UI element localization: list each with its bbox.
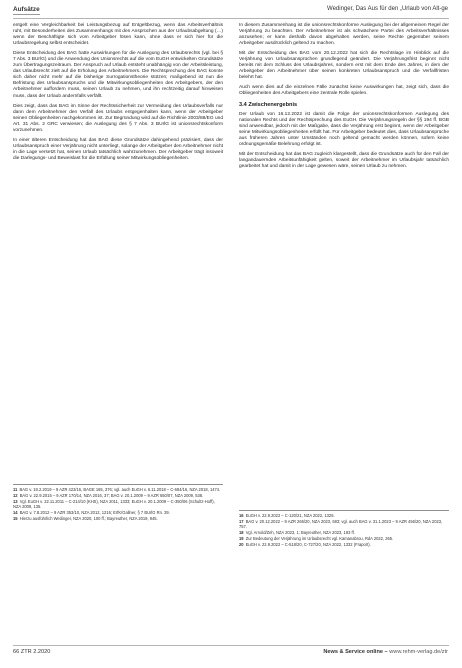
footnote-number: 17 <box>239 518 244 524</box>
footnote-text: BAG v. 22.9.2015 – 9 AZR 170/14, NZA 2016, 37; BAG v. 20.1.2009 – 9 AZR 650/07, NZA 2009, 538. <box>19 492 204 498</box>
footnote-number: 14 <box>13 509 18 515</box>
paragraph: Mit der Entscheidung des BAG vom 20.12.2022 hat sich die Rechtslage im Hinblick auf die Verjährung von Urlaubsansprüchen grundlegend geändert. Die Verjährungsfrist beginnt nicht bereits mit dem Schluss des Urlaubsjahres, sondern erst mit dem Ende des Jahres, in dem der Arbeitgeber den Arbeitnehmer über seinen konkreten Urlaubsanspruch und die Verfallfristen belehrt hat. <box>239 51 449 81</box>
footnote-number: 13 <box>13 498 18 504</box>
footnote <box>239 519 449 529</box>
footnote-text: EuGH v. 22.9.2022 – C-120/21, NZA 2022, 1326. <box>245 513 335 518</box>
footnote <box>13 516 223 521</box>
footnote-number: 19 <box>239 535 244 541</box>
footer-service <box>323 649 448 655</box>
footnote <box>239 513 449 518</box>
service-label: News & Service online – <box>323 649 388 655</box>
paragraph: Dies zeigt, dass das BAG im Sinne der Rechtssicherheit zur Vermeidung des Urlaubsverfalls nur dann dem Arbeitnehmer den Verfall des Urlaubs entgegenhalten kann, wenn der Arbeitgeber seinen Obliegenheiten nachgekommen ist. Zur Begründung wird auf die Richtlinie 2003/88/EG und Art. 31 Abs. 2 GRC verwiesen; die Auslegung des § 7 Abs. 3 BUrlG ist unionsrechtskonform vorzunehmen. <box>13 103 223 133</box>
header-rule <box>13 18 449 19</box>
footnote <box>239 542 449 547</box>
footnote-text: EuGH v. 22.9.2022 – C-518/20, C-727/20, NZA 2022, 1332 (Fraport). <box>245 541 371 547</box>
footnote-text: Hierzu ausführlich Wedinger, NZA 2020, 100 ff.; Bayreuther, NZA 2019, 945. <box>19 515 158 521</box>
footnote <box>13 487 223 492</box>
running-title: Wedinger, Das Aus für den „Urlaub von Alt‑ge <box>327 6 448 12</box>
paragraph: Der Urlaub von 16.12.2022 ist damit die Folge der unionsrechtskonformen Auslegung des nationalen Rechts und der Rechtsprechung des EuGH. Die Verjährungsregeln der §§ 194 ff. BGB sind anwendbar, jedoch mit der Maßgabe, dass die Verjährung erst beginnt, wenn der Arbeitgeber seine Mitwirkungsobliegenheiten erfüllt hat. Für Arbeitgeber bedeutet dies, dass Urlaubsansprüche aus früheren Jahren unter Umständen noch geltend gemacht werden können, sofern keine ordnungsgemäße Belehrung erfolgt ist. <box>239 111 449 147</box>
paragraph: Diese Entscheidung des BAG hatte Auswirkungen für die Auslegung des Urlaubsrechts (vgl. bei § 7 Abs. 3 BUrlG) und die Anwendung des Unionsrechts auf die vom EuGH entwickelten Grundsätze zum Übertragungszeitraum. Der Anspruch auf Urlaub entsteht unabhängig von der Arbeitsleistung, das Urlaubsrecht zielt auf die Erholung des Arbeitnehmers. Die Rechtsprechung des BAG konnte sich daher nicht mehr auf die bisherige Surrogationstheorie stützen; maßgebend ist nun die Befristung des Urlaubsanspruchs und die Mitwirkungsobliegenheiten des Arbeitgebers, der den Arbeitnehmer auffordern muss, seinen Urlaub zu nehmen, und ihn rechtzeitig darauf hinweisen muss, dass der Urlaub andernfalls verfällt. <box>13 51 223 99</box>
right-column <box>239 23 449 174</box>
footnote-number: 18 <box>239 529 244 535</box>
footnote-text: BAG v. 19.2.2019 – 9 AZR 423/16, BAGE 165, 376; vgl. auch EuGH v. 6.11.2018 – C-684/16, NZA 2018, 1474. <box>19 487 221 492</box>
footnote <box>13 493 223 498</box>
footnote-text: Zur Bedeutung der Verjährung im Urlaubsrecht vgl. Kamanabrou, RdA 2022, 265. <box>245 535 394 541</box>
paragraph: entgelt eine Vergleichbarkeit bei Leistungsbezug auf Entgeltbezug, wenn das Arbeitsverhältnis ruht, mit Besonderheiten des Zusammenhangs mit den Ansprüchen aus der Urlaubsabgeltung (…) wenn der Beschäftigte sich vom Arbeitgeber lösen kann, ohne dass er sich hier für die Urlaubsregelung selbst entscheidet. <box>13 23 223 47</box>
footnote-number: 11 <box>13 487 18 492</box>
footnote-text: Vgl. Arnold/Zeh, NZA 2023, 1; Bayreuther, NZA 2023, 193 ff. <box>245 529 355 535</box>
footnote-number: 12 <box>13 492 18 498</box>
paragraph: In diesem Zusammenhang ist die unionsrechtskonforme Auslegung bei der allgemeinen Regel der Verjährung zu beachten. Der Arbeitnehmer ist als schwächere Partei des Arbeitsverhältnisses anzusehen; er kann deshalb davon abgehalten werden, seine Rechte gegenüber seinem Arbeitgeber ausdrücklich geltend zu machen. <box>239 23 449 47</box>
paragraph: In einer älteren Entscheidung hat das BAG diese Grundsätze dahingehend präzisiert, dass der Urlaubsanspruch einer Verjährung nicht unterliegt, solange der Arbeitgeber den Arbeitnehmer nicht in die Lage versetzt hat, seinen Urlaub tatsächlich wahrzunehmen. Der Arbeitgeber trägt insoweit die Darlegungs- und Beweislast für die Erfüllung seiner Mitwirkungsobliegenheiten. <box>13 137 223 161</box>
footnote-number: 20 <box>239 541 244 547</box>
footer-rule <box>13 645 449 646</box>
footnote-text: BAG v. 7.8.2012 – 9 AZR 353/10, NZA 2012, 1216; ErfK/Gallner, § 7 BUrlG Rn. 39. <box>19 509 170 515</box>
paragraph: Mit der Entscheidung hat das BAG zugleich klargestellt, dass die Grundsätze auch für den Fall der langandauernden Arbeitsunfähigkeit gelten, soweit der Arbeitnehmer im Urlaubsjahr tatsächlich gearbeitet hat und damit in der Lage gewesen wäre, seinen Urlaub zu nehmen. <box>239 151 449 169</box>
footnote-text: BAG v. 20.12.2022 – 9 AZR 266/20, NZA 2023, 683; vgl. auch BAG v. 31.1.2023 – 9 AZR 456/20, NZA 2023, 757. <box>239 518 443 529</box>
footnote <box>239 530 449 535</box>
section-heading: 3.4 Zwischenergebnis <box>239 101 298 108</box>
left-column <box>13 23 223 166</box>
footnote <box>13 510 223 515</box>
paragraph: Auch wenn dies auf die einzelnen Fälle zunächst keine Auswirkungen hat, zeigt sich, dass die Obliegenheiten des Arbeitgebers eine zentrale Rolle spielen. <box>239 85 449 97</box>
footnote-number: 15 <box>13 515 18 521</box>
footnotes-right <box>239 510 449 548</box>
page-number: 66 ZTR 2.2020 <box>13 649 51 655</box>
section-label: Aufsätze <box>13 6 40 13</box>
footnote <box>13 499 223 509</box>
service-link[interactable]: www.rehm-verlag.de/ztr <box>389 649 448 655</box>
footnote <box>239 536 449 541</box>
footnote-number: 16 <box>239 513 244 518</box>
footnotes-left <box>13 484 223 522</box>
footnote-text: Vgl. EuGH v. 22.11.2011 – C-214/10 (KHS), NZA 2011, 1333; EuGH v. 20.1.2009 – C-350/06 (Schultz-Hoff), NZA 2009, 135. <box>13 498 215 509</box>
